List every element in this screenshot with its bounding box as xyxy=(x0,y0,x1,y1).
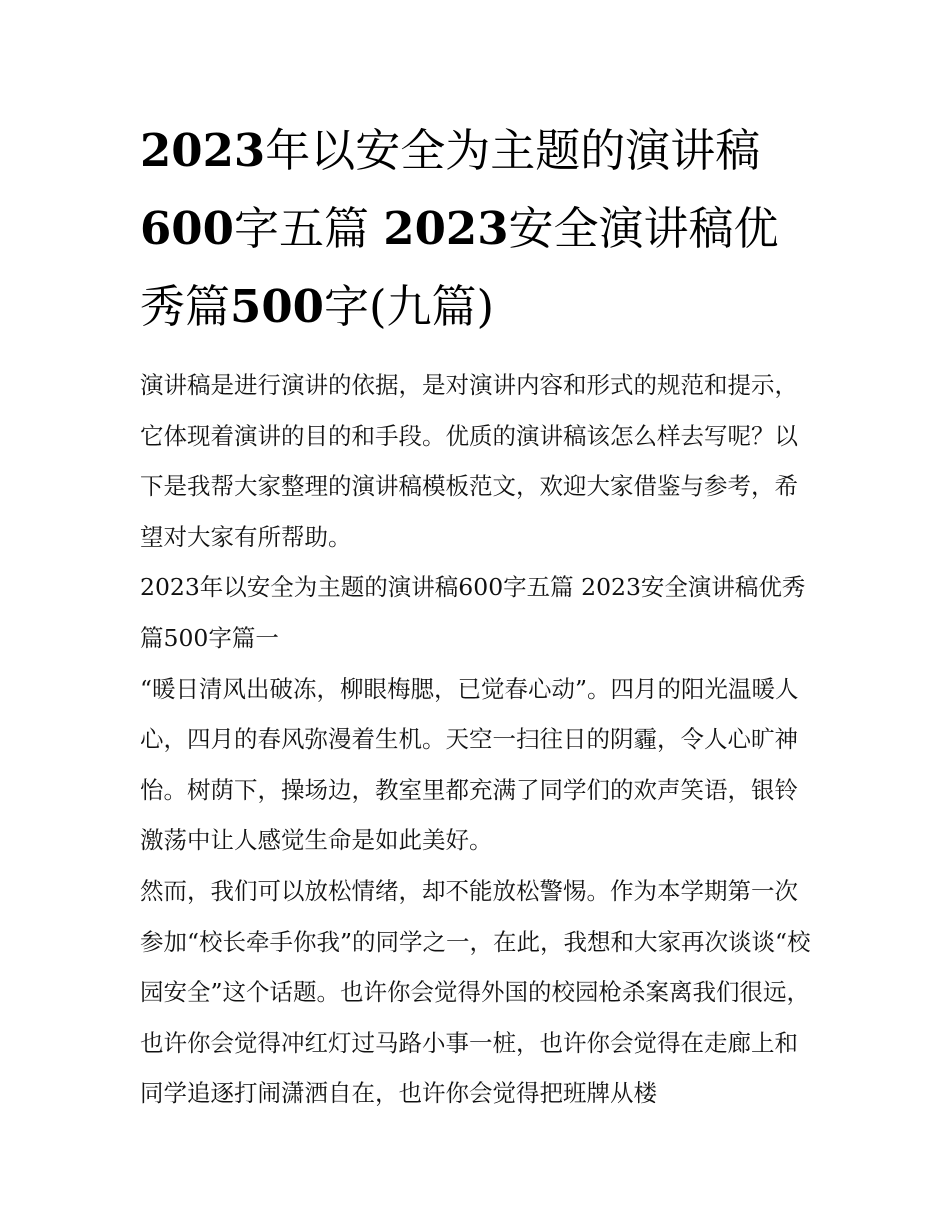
title-run: 600 xyxy=(140,202,234,255)
document-title xyxy=(140,112,812,346)
body-paragraph: “暖日清风出破冻，柳眼梅腮，已觉春心动”。四月的阳光温暖人心，四月的春风弥漫着生机。天空一扫往日的阴霾，令人心旷神怡。树荫下，操场边，教室里都充满了同学们的欢声笑语，银铃激荡中让人感觉生命是如此美好。 xyxy=(140,674,799,855)
section-heading: 2023年以安全为主题的演讲稿600字五篇 2023安全演讲稿优秀篇500字篇一 xyxy=(140,573,806,652)
document-body xyxy=(140,360,812,1119)
title-run: 字(九篇) xyxy=(323,280,495,333)
intro-paragraph: 演讲稿是进行演讲的依据，是对演讲内容和形式的规范和提示，它体现着演讲的目的和手段。优质的演讲稿该怎么样去写呢？以下是我帮大家整理的演讲稿模板范文，欢迎大家借鉴与参考，希望对大家有所帮助。 xyxy=(140,371,798,551)
title-run: 年以安全为主题的演讲稿 xyxy=(265,124,761,177)
title-run: 安全演讲稿优秀篇 xyxy=(140,202,779,333)
title-run: 2023 xyxy=(140,124,266,177)
document-page xyxy=(140,112,812,1119)
title-run: 2023 xyxy=(383,202,509,255)
body-paragraph: 然而，我们可以放松情绪，却不能放松警惕。作为本学期第一次参加“校长牵手你我”的同学之一，在此，我想和大家再次谈谈“校园安全”这个话题。也许你会觉得外国的校园枪杀案离我们很远，也许你会觉得冲红灯过马路小事一桩，也许你会觉得在走廊上和同学追逐打闹潇洒自在，也许你会觉得把班牌从楼 xyxy=(140,876,811,1108)
title-run: 500 xyxy=(230,280,324,333)
title-run: 字五篇 xyxy=(233,202,369,255)
